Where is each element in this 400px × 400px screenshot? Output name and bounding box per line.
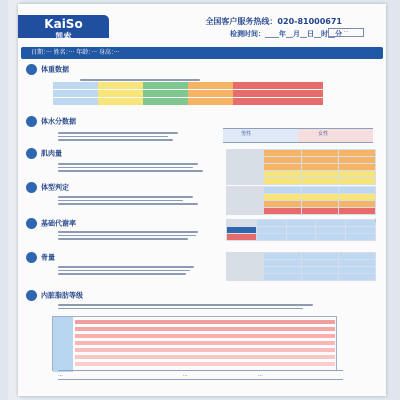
brand-logo: KaiSo 凯索: [18, 15, 109, 38]
service-hotline: 全国客户服务热线：020-81000671: [205, 17, 342, 26]
bmi-icon: [26, 182, 37, 193]
patient-info-bar: 日期：··· 姓名：··· 年龄：··· 身高：···: [21, 47, 383, 59]
basal-text-block: [58, 229, 198, 242]
section-title-bodyfat: 体水分数据: [26, 116, 76, 127]
visceral-text-block: [58, 302, 318, 311]
weight-icon: [26, 64, 37, 75]
weight-color-bars: [53, 82, 323, 105]
basal-table: [226, 219, 376, 241]
section-title-basal: 基础代谢率: [26, 218, 76, 229]
bottom-info-bar: ··· ··· ···: [58, 370, 343, 380]
section-title-visceral: 内脏脂肪等级: [26, 290, 83, 301]
bone-icon: [26, 252, 37, 263]
muscle-text-block: [58, 161, 208, 174]
bone-text-block: [58, 264, 198, 277]
bmi-table: [226, 186, 376, 215]
section-title-bmi: 体型判定: [26, 182, 69, 193]
bottom-grid: [52, 316, 337, 371]
basal-metabolism-icon: [26, 218, 37, 229]
side-notes: ···: [372, 218, 378, 223]
body-fat-icon: [26, 116, 37, 127]
bodyfat-text-block: [58, 130, 188, 143]
header: [18, 4, 386, 41]
bone-table: [226, 252, 376, 281]
section-title-bone: 骨量: [26, 252, 55, 263]
muscle-icon: [26, 148, 37, 159]
test-time-label: 检测时间：____年__月__日__时__分: [230, 30, 342, 38]
report-type-tag: ···: [328, 28, 364, 37]
visceral-fat-icon: [26, 290, 37, 301]
section-title-muscle: 肌肉量: [26, 148, 62, 159]
report-sheet: [18, 4, 386, 396]
bmi-text-block: [58, 194, 198, 207]
muscle-table: [226, 149, 376, 185]
gender-box: 男性 女性: [223, 128, 373, 143]
section-title-weight: 体重数据: [26, 64, 69, 75]
